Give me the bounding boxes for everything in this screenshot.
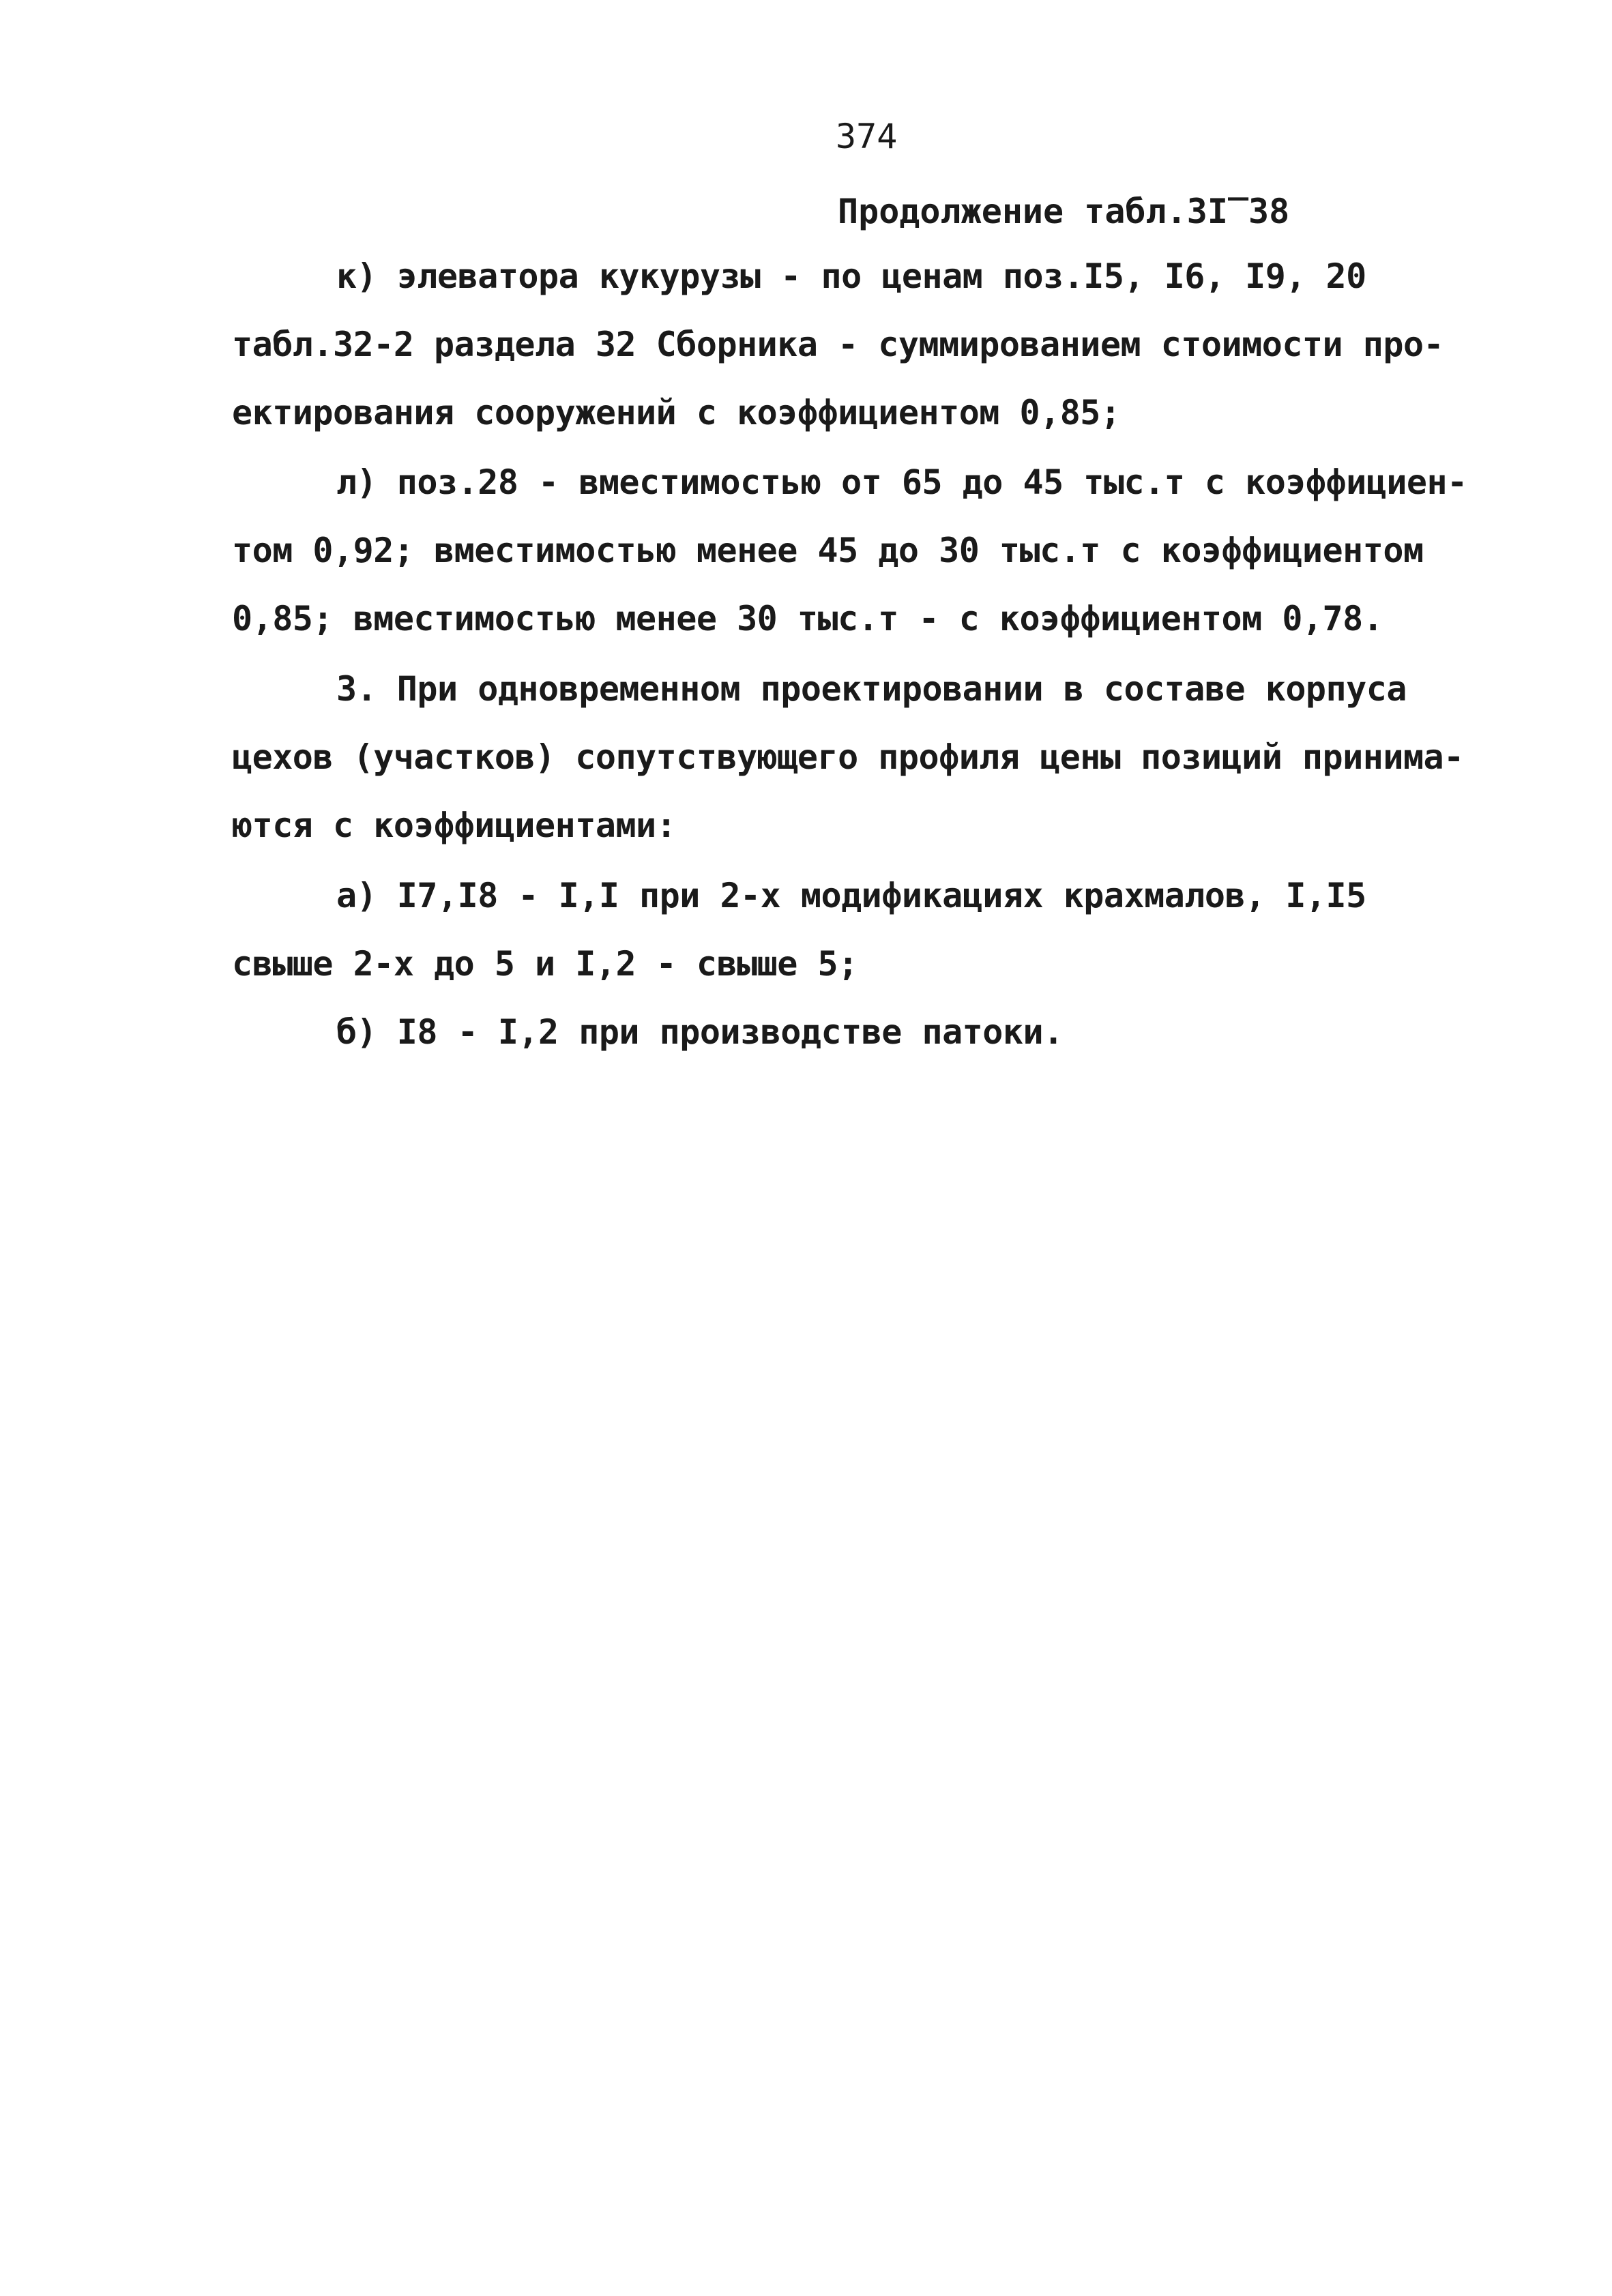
text-line-3-1: 3. При одновременном проектировании в составе корпуса (336, 669, 1407, 709)
text-line-l-2: том 0,92; вместимостью менее 45 до 30 тыс.т с коэффициентом (232, 531, 1424, 570)
text-line-k-3: ектирования сооружений с коэффициентом 0,85; (232, 393, 1121, 432)
text-line-k-2: табл.32-2 раздела 32 Сборника - суммированием стоимости про- (232, 325, 1444, 364)
text-line-l-3: 0,85; вместимостью менее 30 тыс.т - с коэффициентом 0,78. (232, 599, 1383, 638)
page-number: 374 (836, 117, 898, 156)
text-line-a-1: а) I7,I8 - I,I при 2-х модификациях крахмалов, I,I5 (336, 876, 1366, 915)
text-line-b-1: б) I8 - I,2 при производстве патоки. (336, 1012, 1064, 1052)
text-line-3-2: цехов (участков) сопутствующего профиля цены позиций принима- (232, 737, 1464, 777)
text-line-3-3: ются с коэффициентами: (232, 806, 677, 845)
text-line-a-2: свыше 2-х до 5 и I,2 - свыше 5; (232, 944, 858, 984)
text-line-l-1: л) поз.28 - вместимостью от 65 до 45 тыс.т с коэффициен- (336, 462, 1467, 502)
table-continuation-label: Продолжение табл.3I‾38 (838, 192, 1290, 231)
text-line-k-1: к) элеватора кукурузы - по ценам поз.I5, I6, I9, 20 (336, 256, 1366, 296)
